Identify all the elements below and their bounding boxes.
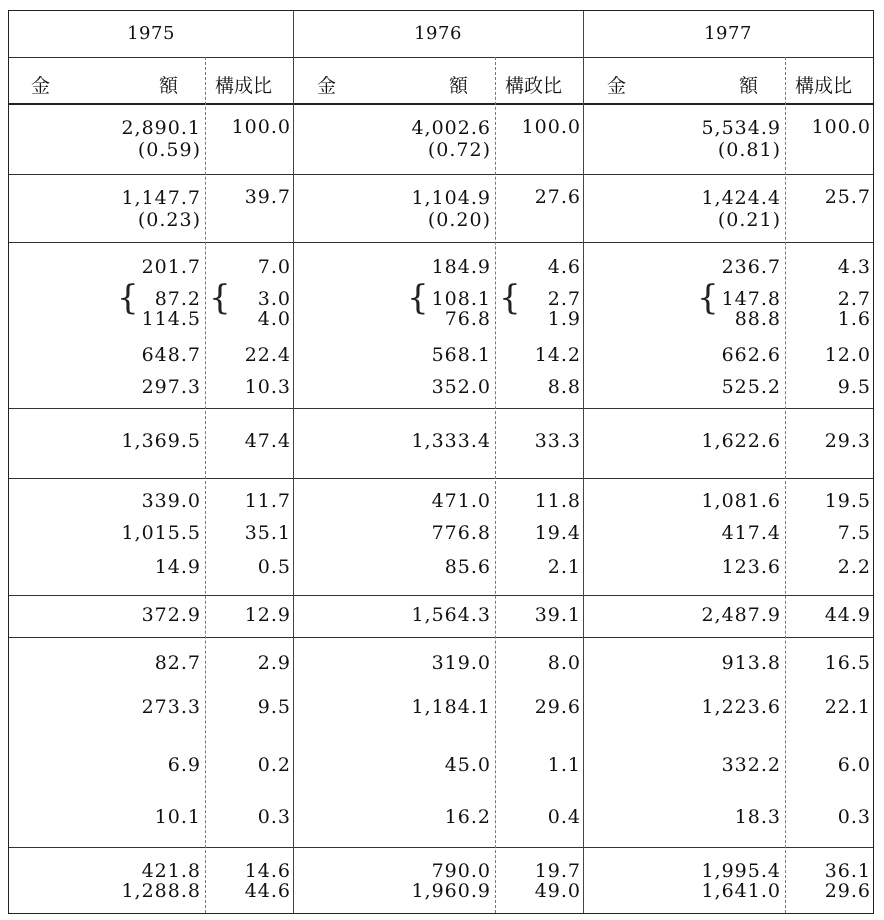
ratio-cell: 14.6 44.6: [244, 860, 291, 902]
amount-cell: 339.0: [141, 490, 201, 512]
ratio-cell: 12.0: [824, 344, 871, 366]
brace-glyph: {: [697, 278, 719, 318]
amount-cell: 87.2 114.5: [141, 288, 201, 330]
amount-cell: 2,890.1 (0.59): [121, 117, 201, 161]
ratio-cell: 0.3: [837, 806, 871, 828]
amount-cell: 273.3: [141, 696, 201, 718]
amount-cell: 417.4: [721, 522, 781, 544]
ratio-cell: 3.0 4.0: [257, 288, 291, 330]
ratio-cell: 16.5: [824, 652, 871, 674]
amount-cell: 1,104.9 (0.20): [411, 187, 491, 231]
amount-cell: 6.9: [167, 754, 201, 776]
amount-cell: 14.9: [154, 556, 201, 578]
ratio-cell: 22.4: [244, 344, 291, 366]
amount-cell: 297.3: [141, 376, 201, 398]
ratio-cell: 0.4: [547, 806, 581, 828]
amount-cell: 471.0: [431, 490, 491, 512]
amount-cell: 568.1: [431, 344, 491, 366]
amount-cell: 10.1: [154, 806, 201, 828]
ratio-cell: 44.9: [824, 604, 871, 626]
ratio-cell: 9.5: [257, 696, 291, 718]
amount-cell: 5,534.9 (0.81): [701, 117, 781, 161]
brace-glyph: {: [209, 278, 231, 318]
ratio-cell: 33.3: [534, 430, 581, 452]
ratio-cell: 35.1: [244, 522, 291, 544]
amount-cell: 147.8 88.8: [721, 288, 781, 330]
amount-cell: 332.2: [721, 754, 781, 776]
amount-cell: 18.3: [734, 806, 781, 828]
ratio-cell: 100.0: [231, 116, 291, 138]
ratio-cell: 4.3: [837, 256, 871, 278]
ratio-cell: 0.3: [257, 806, 291, 828]
ratio-cell: 39.7: [244, 186, 291, 208]
amount-header-kin: 金: [607, 75, 627, 97]
amount-header-kin: 金: [31, 75, 51, 97]
ratio-cell: 2.1: [547, 556, 581, 578]
amount-cell: 352.0: [431, 376, 491, 398]
amount-cell: 236.7: [721, 256, 781, 278]
amount-header-gaku: 額: [159, 75, 179, 97]
amount-cell: 1,424.4 (0.21): [701, 187, 781, 231]
ratio-cell: 7.5: [837, 522, 871, 544]
amount-cell: 4,002.6 (0.72): [411, 117, 491, 161]
amount-cell: 913.8: [721, 652, 781, 674]
ratio-header: 構成比: [795, 75, 853, 97]
ratio-cell: 29.6: [534, 696, 581, 718]
section-rule: [9, 174, 873, 175]
amount-cell: 1,223.6: [701, 696, 781, 718]
amount-cell: 108.1 76.8: [431, 288, 491, 330]
year-header-1977: 1977: [704, 23, 752, 44]
amount-cell: 1,147.7 (0.23): [121, 187, 201, 231]
amount-cell: 1,369.5: [121, 430, 201, 452]
year-header-1975: 1975: [127, 23, 175, 44]
amount-cell: 525.2: [721, 376, 781, 398]
ratio-cell: 22.1: [824, 696, 871, 718]
ratio-cell: 11.7: [244, 490, 291, 512]
amount-cell: 16.2: [444, 806, 491, 828]
year-header-1976: 1976: [414, 23, 462, 44]
ratio-cell: 8.8: [547, 376, 581, 398]
ratio-header: 構政比: [505, 75, 563, 97]
header-bottom-rule: [9, 103, 873, 105]
ratio-cell: 29.3: [824, 430, 871, 452]
amount-cell: 123.6: [721, 556, 781, 578]
ratio-header: 構成比: [215, 75, 273, 97]
ratio-cell: 27.6: [534, 186, 581, 208]
amount-cell: 1,081.6: [701, 490, 781, 512]
section-rule: [9, 478, 873, 479]
ratio-cell: 6.0: [837, 754, 871, 776]
ratio-cell: 19.5: [824, 490, 871, 512]
amount-cell: 1,333.4: [411, 430, 491, 452]
amount-cell: 1,184.1: [411, 696, 491, 718]
ratio-cell: 2.7 1.9: [547, 288, 581, 330]
ratio-cell: 19.4: [534, 522, 581, 544]
ratio-cell: 12.9: [244, 604, 291, 626]
ratio-cell: 0.5: [257, 556, 291, 578]
ratio-cell: 19.7 49.0: [534, 860, 581, 902]
amount-cell: 85.6: [444, 556, 491, 578]
ratio-cell: 10.3: [244, 376, 291, 398]
amount-cell: 776.8: [431, 522, 491, 544]
amount-cell: 662.6: [721, 344, 781, 366]
column-rule: [583, 11, 584, 913]
ratio-cell: 100.0: [811, 116, 871, 138]
ratio-cell: 47.4: [244, 430, 291, 452]
amount-cell: 1,622.6: [701, 430, 781, 452]
ratio-cell: 1.1: [547, 754, 581, 776]
amount-cell: 790.0 1,960.9: [411, 860, 491, 902]
column-rule: [205, 57, 206, 913]
header-rule: [9, 57, 873, 58]
data-table: [8, 10, 874, 914]
amount-header-gaku: 額: [739, 75, 759, 97]
amount-cell: 184.9: [431, 256, 491, 278]
brace-glyph: {: [407, 278, 429, 318]
amount-cell: 648.7: [141, 344, 201, 366]
amount-cell: 82.7: [154, 652, 201, 674]
brace-glyph: {: [117, 278, 139, 318]
ratio-cell: 2.7 1.6: [837, 288, 871, 330]
amount-cell: 1,015.5: [121, 522, 201, 544]
brace-glyph: {: [499, 278, 521, 318]
ratio-cell: 39.1: [534, 604, 581, 626]
ratio-cell: 7.0: [257, 256, 291, 278]
column-rule: [293, 11, 294, 913]
amount-cell: 372.9: [141, 604, 201, 626]
amount-cell: 1,995.4 1,641.0: [701, 860, 781, 902]
amount-cell: 45.0: [444, 754, 491, 776]
amount-header-kin: 金: [317, 75, 337, 97]
section-rule: [9, 637, 873, 638]
amount-header-gaku: 額: [449, 75, 469, 97]
ratio-cell: 4.6: [547, 256, 581, 278]
ratio-cell: 2.2: [837, 556, 871, 578]
ratio-cell: 100.0: [521, 116, 581, 138]
amount-cell: 2,487.9: [701, 604, 781, 626]
ratio-cell: 25.7: [824, 186, 871, 208]
amount-cell: 201.7: [141, 256, 201, 278]
ratio-cell: 14.2: [534, 344, 581, 366]
amount-cell: 1,564.3: [411, 604, 491, 626]
section-rule: [9, 408, 873, 409]
ratio-cell: 2.9: [257, 652, 291, 674]
ratio-cell: 8.0: [547, 652, 581, 674]
ratio-cell: 11.8: [534, 490, 581, 512]
column-rule: [785, 57, 786, 913]
ratio-cell: 9.5: [837, 376, 871, 398]
amount-cell: 421.8 1,288.8: [121, 860, 201, 902]
column-rule: [495, 57, 496, 913]
section-rule: [9, 847, 873, 848]
amount-cell: 319.0: [431, 652, 491, 674]
section-rule: [9, 242, 873, 243]
ratio-cell: 36.1 29.6: [824, 860, 871, 902]
ratio-cell: 0.2: [257, 754, 291, 776]
section-rule: [9, 595, 873, 596]
